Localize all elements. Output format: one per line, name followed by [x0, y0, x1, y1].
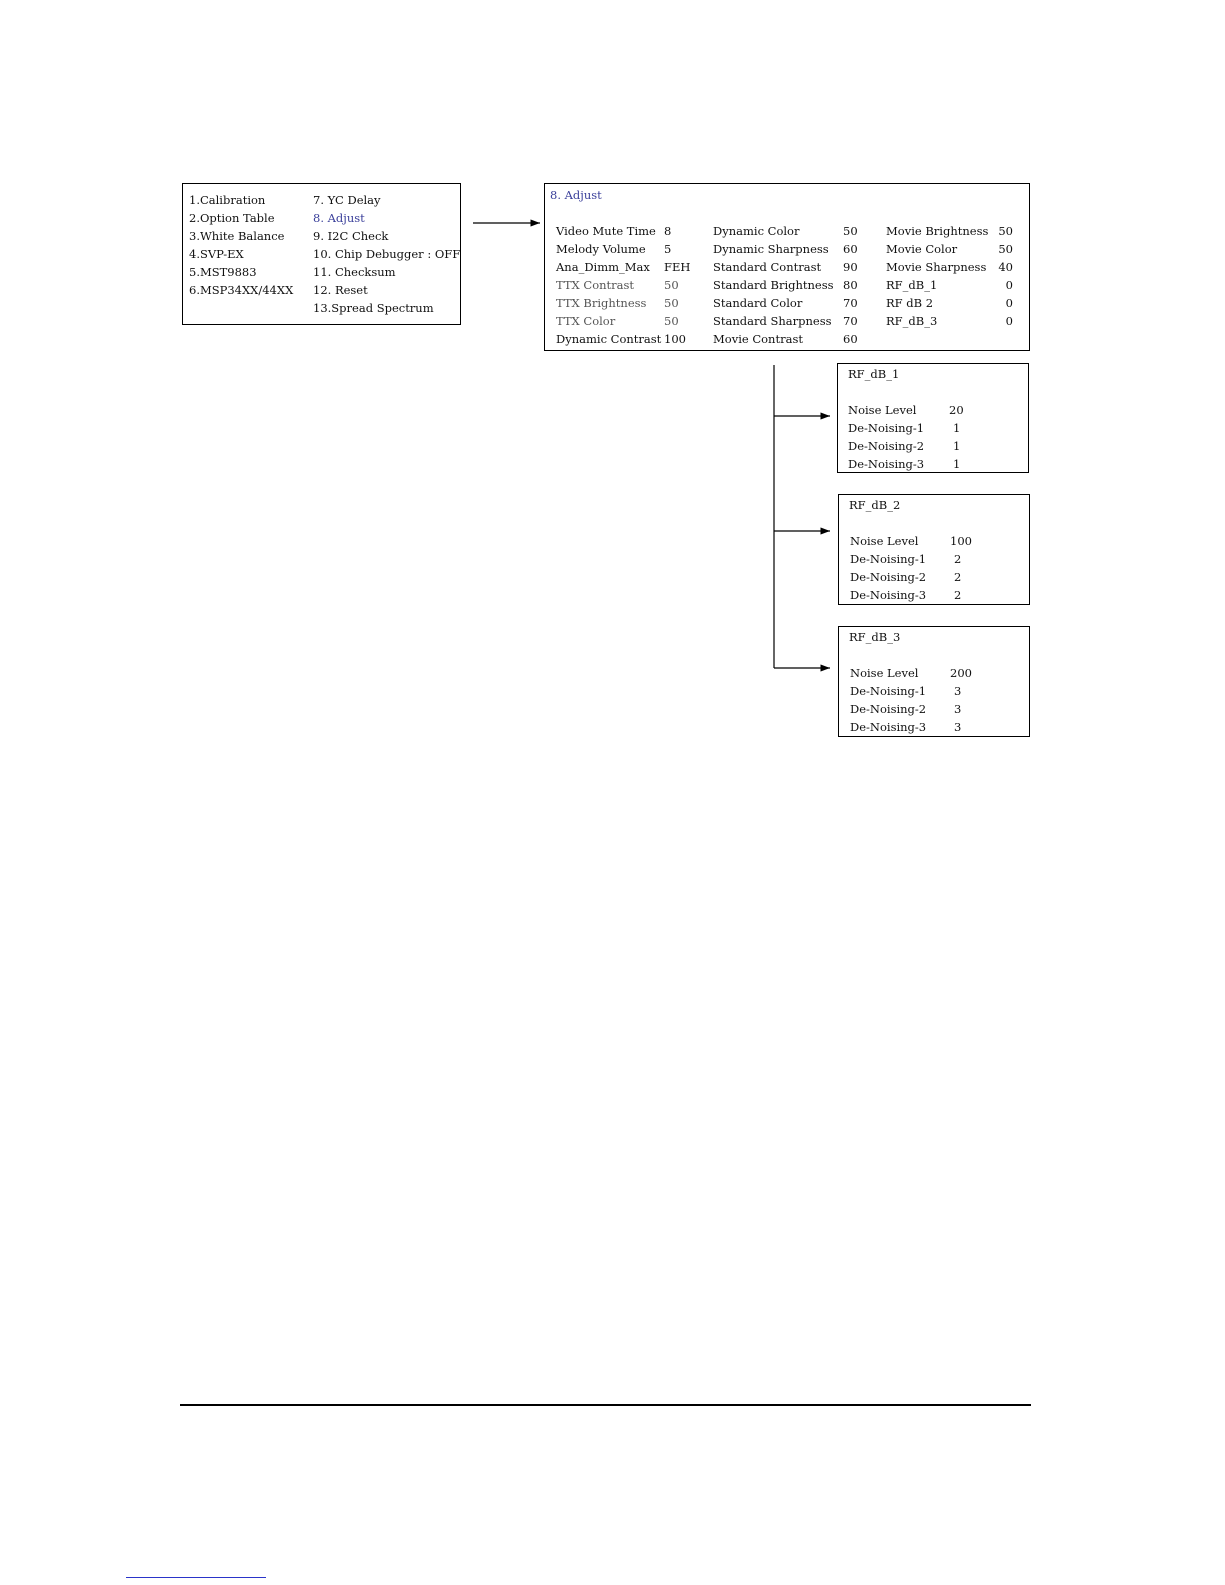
rf-row-value: 200 [950, 666, 972, 680]
rf-row-value: 3 [954, 684, 962, 698]
adjust-label[interactable]: Standard Brightness [713, 278, 834, 292]
adjust-label[interactable]: RF dB 2 [886, 296, 934, 310]
menu-item-option-table[interactable]: 2.Option Table [189, 211, 275, 225]
menu-item-mst9883[interactable]: 5.MST9883 [189, 265, 257, 279]
rf-row-value: 2 [954, 588, 962, 602]
adjust-value: 70 [843, 296, 858, 310]
adjust-value: 40 [998, 260, 1013, 274]
menu-item-calibration[interactable]: 1.Calibration [189, 193, 266, 207]
menu-item-adjust-selected[interactable]: 8. Adjust [313, 211, 365, 225]
rf-row-label[interactable]: De-Noising-3 [848, 457, 925, 471]
rf-row-label[interactable]: De-Noising-2 [850, 702, 927, 716]
adjust-value: FEH [664, 260, 691, 274]
adjust-value: 60 [843, 332, 858, 346]
adjust-value: 50 [998, 242, 1013, 256]
adjust-value: 8 [664, 224, 672, 238]
rf-row-value: 3 [954, 702, 962, 716]
rf-db-3-box [838, 626, 1030, 737]
adjust-value: 5 [664, 242, 672, 256]
adjust-value: 50 [664, 278, 679, 292]
adjust-value: 50 [843, 224, 858, 238]
menu-item-svp-ex[interactable]: 4.SVP-EX [189, 247, 244, 261]
adjust-label[interactable]: Ana_Dimm_Max [556, 260, 650, 274]
rf-box-title: RF_dB_2 [849, 498, 901, 512]
rf-row-value: 1 [953, 421, 961, 435]
menu-item-chip-debugger[interactable]: 10. Chip Debugger : OFF [313, 247, 461, 261]
adjust-label[interactable]: Movie Color [886, 242, 958, 256]
rf-row-label[interactable]: De-Noising-3 [850, 720, 927, 734]
rf-row-label[interactable]: De-Noising-1 [850, 552, 927, 566]
menu-item-yc-delay[interactable]: 7. YC Delay [313, 193, 381, 207]
adjust-label[interactable]: Dynamic Sharpness [713, 242, 829, 256]
rf-row-value: 2 [954, 552, 962, 566]
rf-row-label[interactable]: De-Noising-2 [848, 439, 925, 453]
adjust-label[interactable]: TTX Color [556, 314, 616, 328]
adjust-label[interactable]: TTX Brightness [556, 296, 647, 310]
adjust-label[interactable]: Movie Brightness [886, 224, 989, 238]
adjust-title: 8. Adjust [550, 188, 602, 202]
menu-item-i2c-check[interactable]: 9. I2C Check [313, 229, 389, 243]
rf-row-label[interactable]: De-Noising-1 [850, 684, 927, 698]
rf-row-value: 20 [949, 403, 964, 417]
rf-row-value: 3 [954, 720, 962, 734]
rf-db-1-box [837, 363, 1029, 473]
menu-item-checksum[interactable]: 11. Checksum [313, 265, 396, 279]
rf-row-value: 2 [954, 570, 962, 584]
adjust-label[interactable]: Dynamic Color [713, 224, 800, 238]
menu-item-reset[interactable]: 12. Reset [313, 283, 368, 297]
rf-row-value: 1 [953, 439, 961, 453]
page-bottom-rule [180, 1404, 1031, 1406]
rf-row-label[interactable]: De-Noising-3 [850, 588, 927, 602]
adjust-label[interactable]: Standard Contrast [713, 260, 822, 274]
rf-row-label[interactable]: Noise Level [850, 534, 919, 548]
adjust-value: 0 [1005, 296, 1013, 310]
rf-db-2-box [838, 494, 1030, 605]
adjust-label[interactable]: Movie Contrast [713, 332, 803, 346]
menu-item-white-balance[interactable]: 3.White Balance [189, 229, 285, 243]
adjust-menu-box [544, 183, 1030, 351]
adjust-value: 0 [1005, 278, 1013, 292]
adjust-label[interactable]: Standard Sharpness [713, 314, 832, 328]
adjust-value: 50 [664, 296, 679, 310]
rf-row-label[interactable]: De-Noising-1 [848, 421, 925, 435]
footer-link-underline [126, 1577, 266, 1578]
rf-row-value: 1 [953, 457, 961, 471]
adjust-label[interactable]: Dynamic Contrast [556, 332, 662, 346]
adjust-label[interactable]: Standard Color [713, 296, 803, 310]
adjust-label[interactable]: Movie Sharpness [886, 260, 987, 274]
adjust-value: 60 [843, 242, 858, 256]
rf-box-title: RF_dB_3 [849, 630, 901, 644]
menu-item-msp34xx[interactable]: 6.MSP34XX/44XX [189, 283, 294, 297]
adjust-label[interactable]: Melody Volume [556, 242, 646, 256]
adjust-label[interactable]: RF_dB_1 [886, 278, 938, 292]
adjust-label[interactable]: TTX Contrast [556, 278, 635, 292]
rf-row-value: 100 [950, 534, 972, 548]
adjust-value: 50 [998, 224, 1013, 238]
menu-item-spread-spectrum[interactable]: 13.Spread Spectrum [313, 301, 434, 315]
adjust-value: 70 [843, 314, 858, 328]
rf-row-label[interactable]: Noise Level [850, 666, 919, 680]
adjust-value: 80 [843, 278, 858, 292]
rf-box-title: RF_dB_1 [848, 367, 900, 381]
adjust-value: 0 [1005, 314, 1013, 328]
adjust-label[interactable]: RF_dB_3 [886, 314, 938, 328]
adjust-label[interactable]: Video Mute Time [556, 224, 656, 238]
rf-row-label[interactable]: Noise Level [848, 403, 917, 417]
rf-row-label[interactable]: De-Noising-2 [850, 570, 927, 584]
adjust-value: 100 [664, 332, 686, 346]
adjust-value: 50 [664, 314, 679, 328]
main-menu-box [182, 183, 461, 325]
adjust-value: 90 [843, 260, 858, 274]
